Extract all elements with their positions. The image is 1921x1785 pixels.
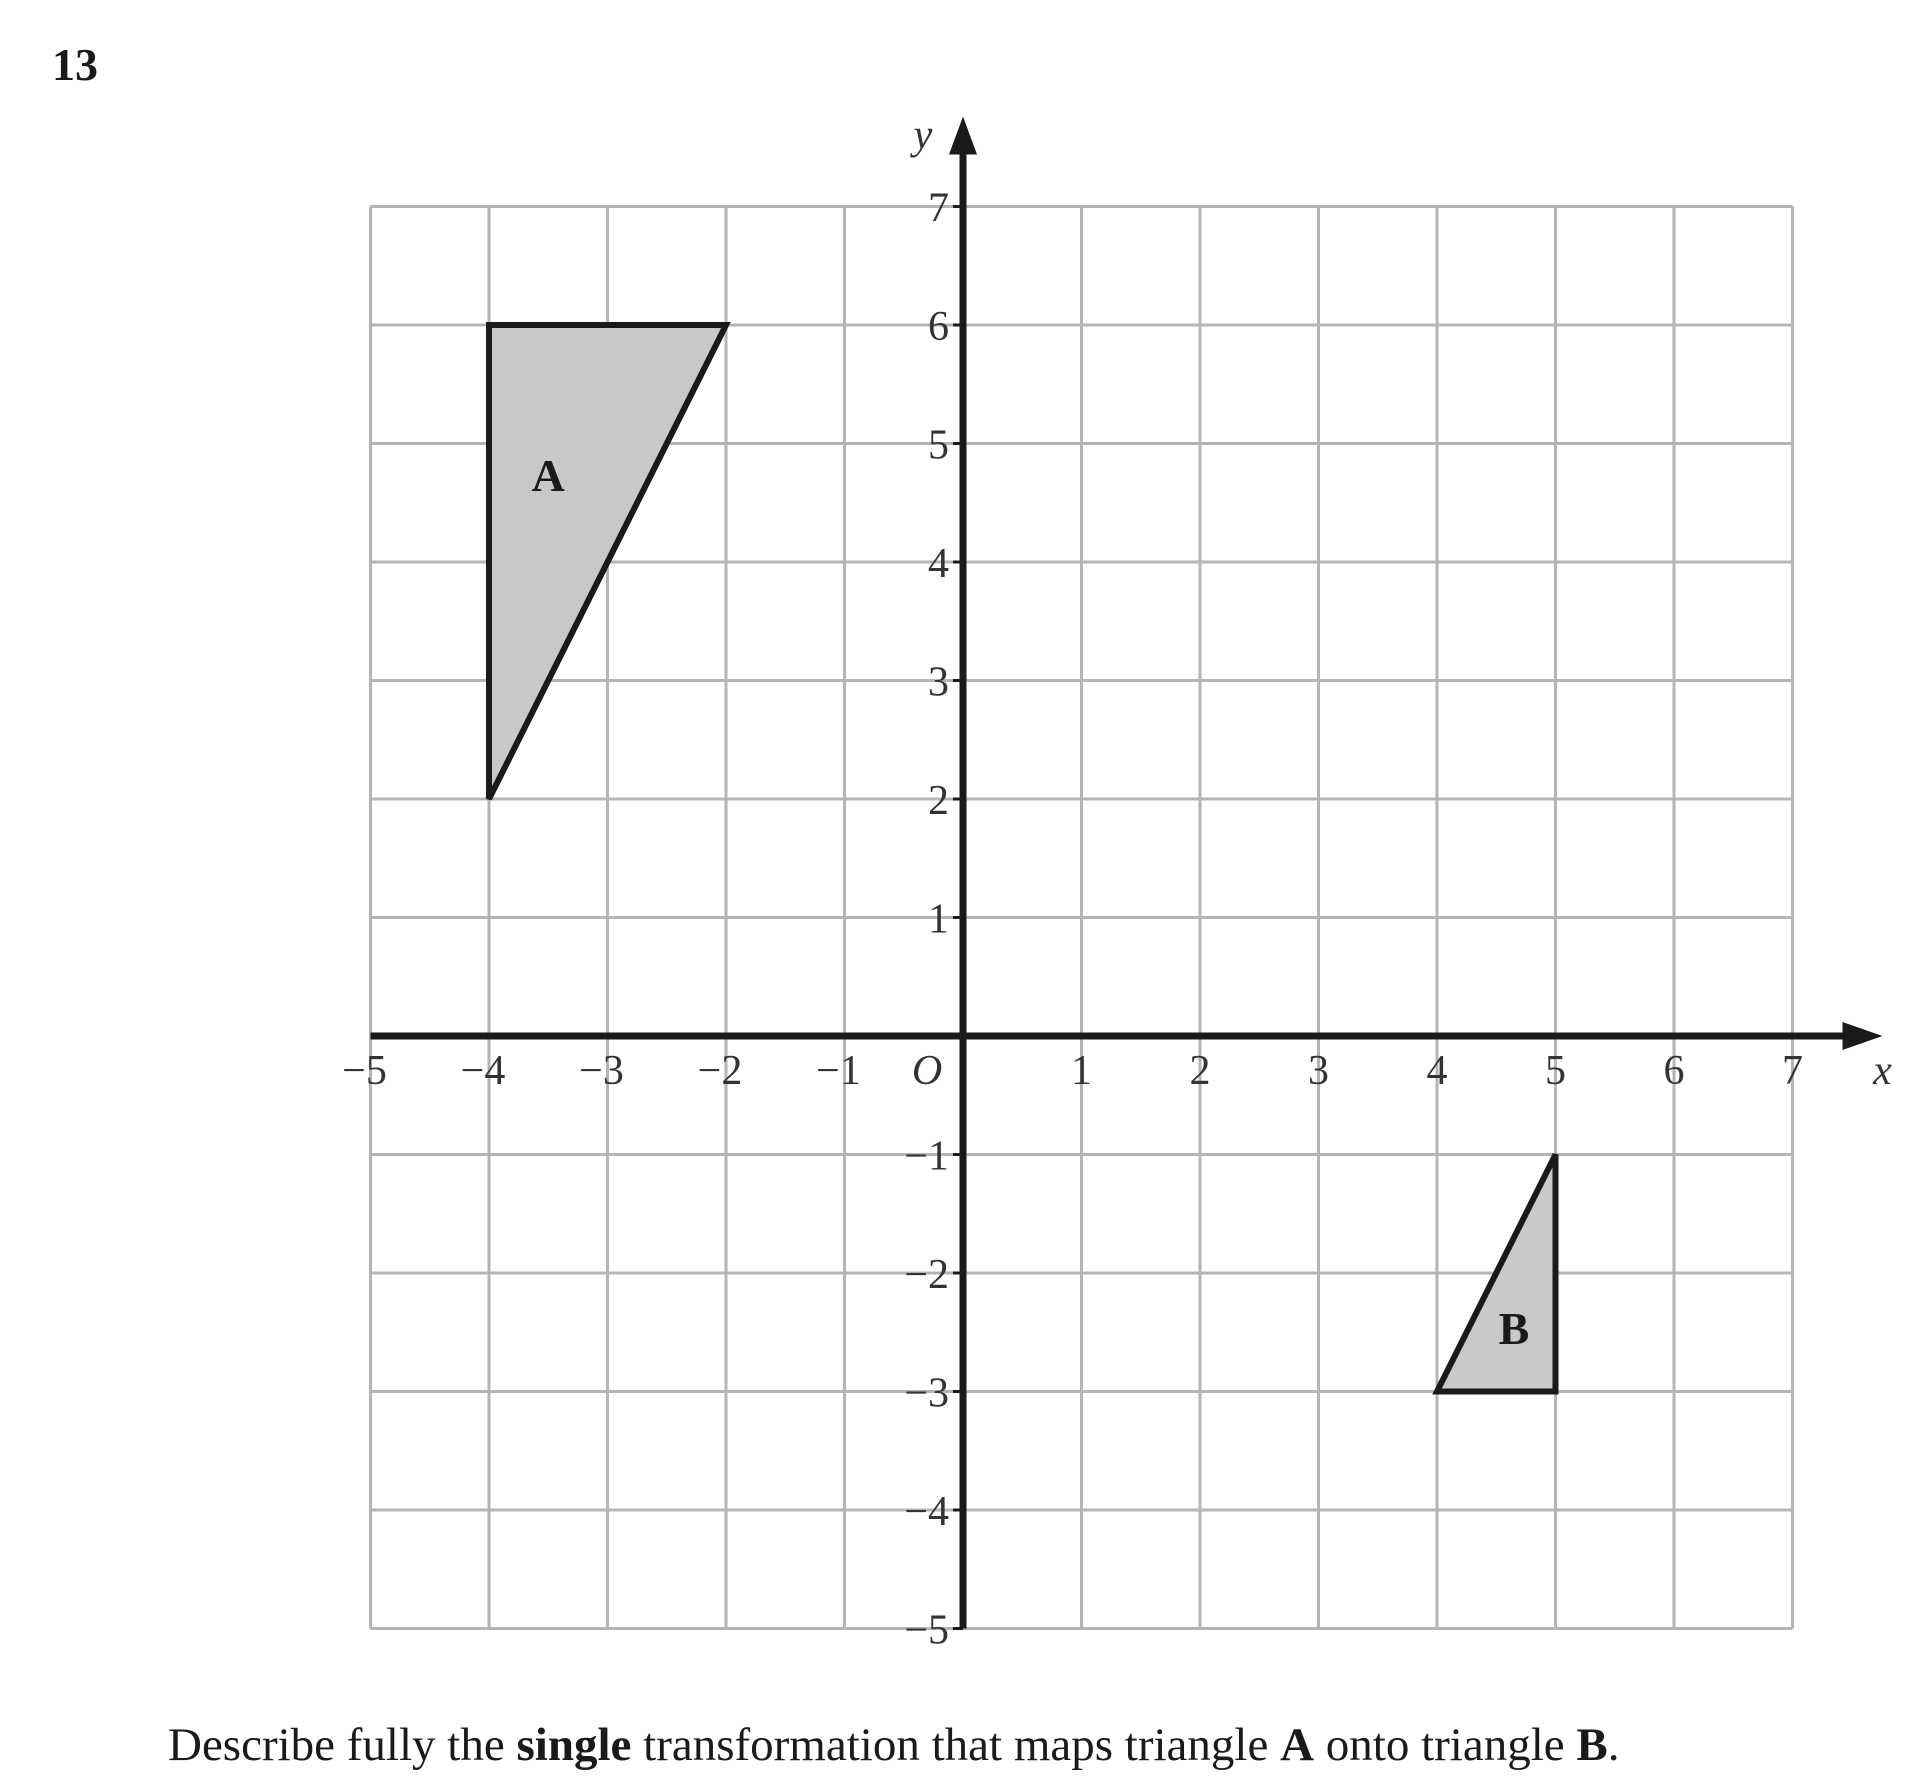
question-text-part: Describe fully the [168, 1719, 517, 1771]
y-tick-label: 2 [928, 778, 949, 824]
x-tick-label: 6 [1663, 1048, 1685, 1094]
x-tick-label: 5 [1545, 1048, 1566, 1094]
y-tick-label: 1 [928, 896, 949, 943]
triangles [489, 325, 1556, 1392]
x-tick-label: 3 [1308, 1048, 1329, 1094]
y-tick-label: 6 [928, 304, 949, 350]
y-axis-label: y [913, 112, 933, 159]
triangle-label-a: A [531, 449, 565, 501]
origin-label: O [911, 1048, 943, 1094]
x-axis-arrowhead [1843, 1022, 1883, 1050]
question-number: 13 [52, 39, 98, 90]
y-axis-arrowhead [949, 117, 977, 155]
question-text [168, 1719, 1620, 1771]
question-text-triangle-a: A [1280, 1719, 1315, 1771]
question-text-emphasis: single [516, 1719, 632, 1771]
x-tick-label: 1 [1071, 1048, 1092, 1094]
x-tick-label: −3 [579, 1048, 624, 1094]
question-text-part: transformation that maps triangle [631, 1719, 1281, 1771]
y-tick-label: 3 [928, 659, 949, 706]
x-tick-label: −4 [460, 1048, 506, 1094]
x-tick-label: −2 [697, 1048, 743, 1094]
x-tick-label: 2 [1189, 1048, 1211, 1094]
y-tick-label: −3 [904, 1370, 949, 1417]
question-text-triangle-b: B [1576, 1719, 1608, 1771]
x-tick-label: −1 [816, 1048, 861, 1094]
x-tick-label: 7 [1782, 1048, 1803, 1094]
x-tick-label: −5 [342, 1048, 387, 1094]
question-text-part: onto triangle [1314, 1719, 1577, 1771]
x-tick-label: 4 [1426, 1048, 1448, 1094]
y-tick-label: 4 [928, 541, 949, 587]
y-tick-label: 7 [928, 185, 949, 232]
y-tick-label: −4 [904, 1489, 949, 1535]
y-tick-label: −1 [904, 1133, 949, 1180]
x-axis-label: x [1873, 1048, 1892, 1094]
y-tick-label: −5 [904, 1607, 949, 1654]
y-tick-label: −2 [904, 1252, 949, 1298]
question-text-part: . [1607, 1719, 1620, 1771]
y-tick-label: 5 [928, 422, 949, 469]
triangle-label-b: B [1498, 1303, 1530, 1355]
